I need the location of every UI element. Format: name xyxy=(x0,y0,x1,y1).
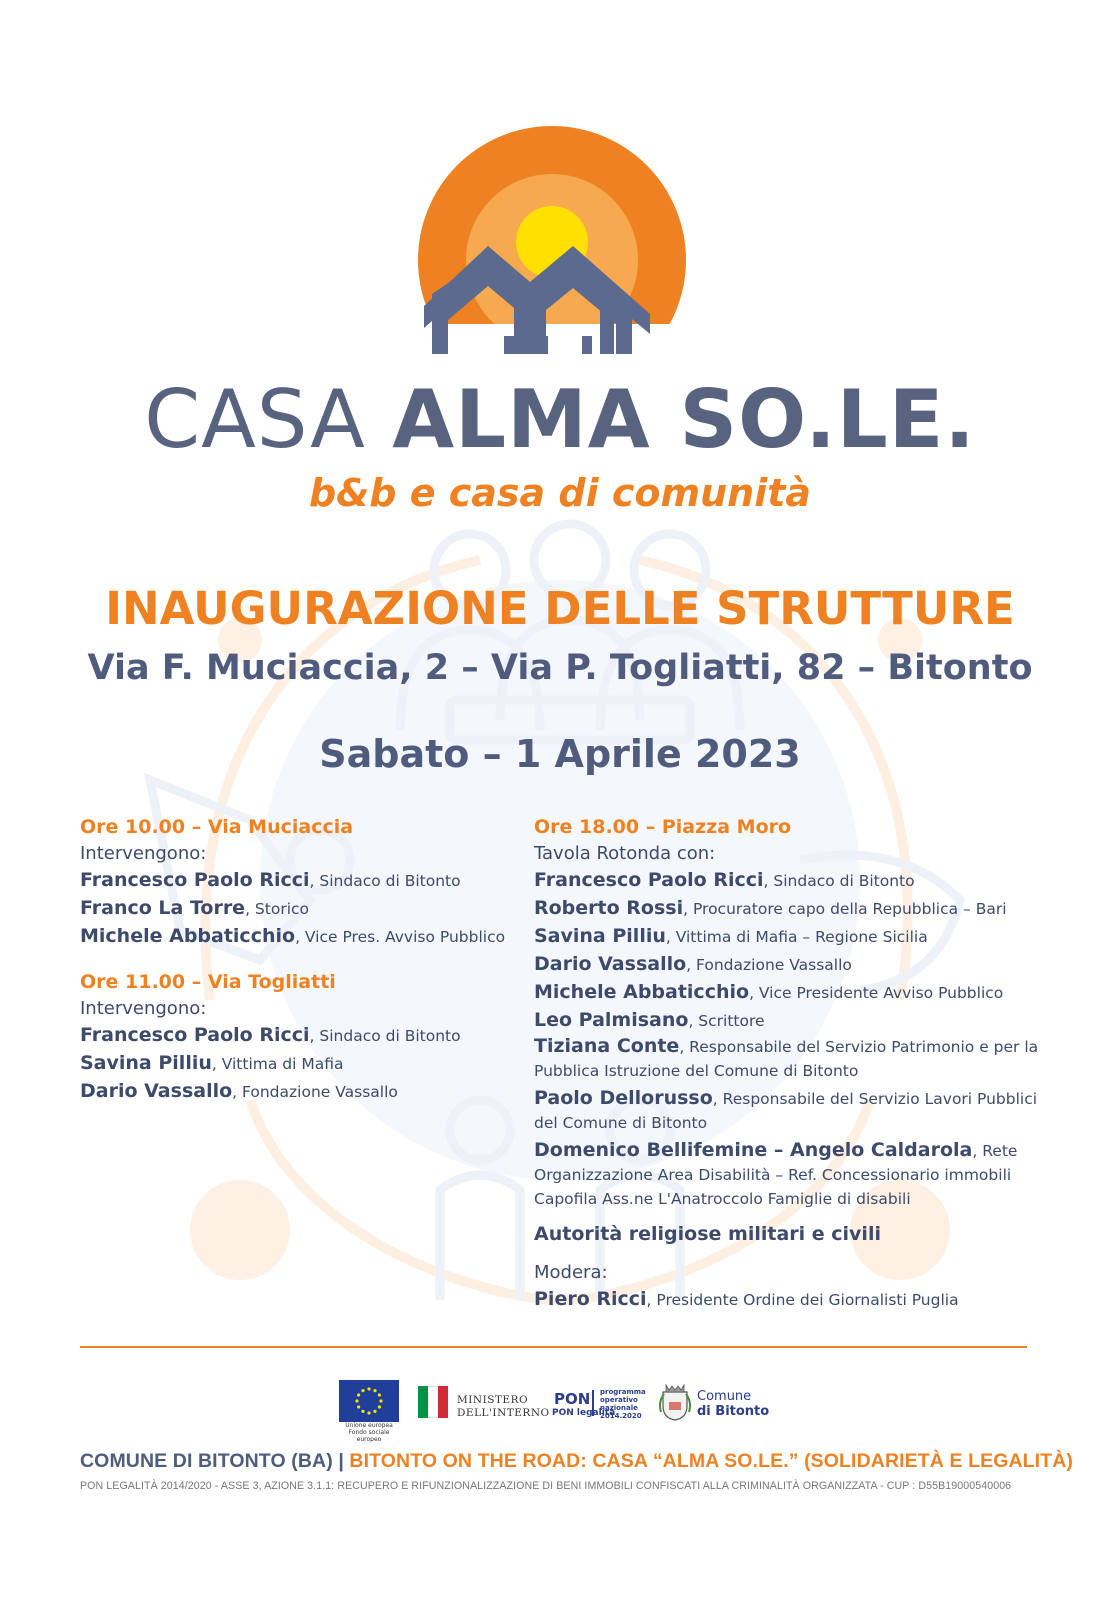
pon-mark: PON legalità xyxy=(552,1408,616,1418)
speaker-line xyxy=(534,1007,1044,1035)
speaker-name: Leo Palmisano xyxy=(534,1009,689,1031)
footer-divider xyxy=(80,1346,1027,1348)
speaker-line xyxy=(534,1087,1044,1135)
speaker-name: Roberto Rossi xyxy=(534,897,684,919)
speaker-line xyxy=(80,867,520,895)
speaker-line xyxy=(80,923,520,951)
comune-line1: Comune xyxy=(697,1389,752,1404)
speaker-line xyxy=(80,1022,520,1050)
speaker-name: Dario Vassallo xyxy=(80,1080,233,1102)
moderator-label: Modera: xyxy=(534,1262,608,1283)
speaker-role: , Storico xyxy=(245,900,310,918)
speaker-name: Savina Pilliu xyxy=(80,1052,212,1074)
session-block xyxy=(80,969,520,1106)
moderator-role: , Presidente Ordine dei Giornalisti Puglia xyxy=(646,1291,959,1309)
speaker-line xyxy=(534,1035,1044,1083)
speaker-line xyxy=(534,867,1044,895)
speaker-name: Tiziana Conte xyxy=(534,1035,680,1057)
session-block xyxy=(80,814,520,951)
speaker-role: , Vice Pres. Avviso Pubblico xyxy=(295,928,506,946)
speaker-line xyxy=(534,979,1044,1007)
speaker-name: Franco La Torre xyxy=(80,897,246,919)
speaker-name: Francesco Paolo Ricci xyxy=(80,869,310,891)
italy-flag-icon xyxy=(418,1386,448,1418)
session-intro: Tavola Rotonda con: xyxy=(534,843,716,864)
footer-project-line: PON LEGALITÀ 2014/2020 - ASSE 3, AZIONE 3.1.1: RECUPERO E RIFUNZIONALIZZAZIONE DI BENI IMMOBILI CONFISCATI ALLA CRIMINALITÀ ORGANIZZATA - CUP : D55B19000540006 xyxy=(80,1480,1012,1492)
speaker-role: , Vice Presidente Avviso Pubblico xyxy=(749,984,1004,1002)
session-title: Ore 18.00 – Piazza Moro xyxy=(534,816,792,838)
svg-text:PON: PON xyxy=(554,1390,591,1408)
speaker-line xyxy=(534,895,1044,923)
comune-line2: di Bitonto xyxy=(697,1404,770,1419)
program-right-column xyxy=(534,814,1044,1314)
eu-caption: Unione europea Fondo sociale europeo xyxy=(345,1422,393,1443)
session-intro: Intervengono: xyxy=(80,843,207,864)
speaker-name: Paolo Dellorusso xyxy=(534,1087,713,1109)
session-intro: Intervengono: xyxy=(80,998,207,1019)
speaker-name: Domenico Bellifemine – Angelo Caldarola xyxy=(534,1139,973,1161)
speaker-line xyxy=(534,923,1044,951)
speaker-name: Savina Pilliu xyxy=(534,925,666,947)
speaker-name: Francesco Paolo Ricci xyxy=(80,1024,310,1046)
speaker-role: , Rete Organizzazione Area Disabilità – Ref. Concessionario immobili Capofila Ass.ne L'Anatroccolo Famiglie di disabili xyxy=(534,1142,1018,1208)
speaker-line xyxy=(80,1078,520,1106)
brand-tagline: b&b e casa di comunità xyxy=(308,471,812,515)
event-address: Via F. Muciaccia, 2 – Via P. Togliatti, 82 – Bitonto xyxy=(87,648,1033,688)
session-title: Ore 11.00 – Via Togliatti xyxy=(80,971,336,993)
ministry-name: MINISTERO DELL'INTERNO xyxy=(457,1394,550,1419)
footer-title-left: COMUNE DI BITONTO (BA) | xyxy=(80,1450,350,1472)
moderator-line xyxy=(534,1286,1044,1314)
speaker-name: Francesco Paolo Ricci xyxy=(534,869,764,891)
speaker-role: , Sindaco di Bitonto xyxy=(763,872,915,890)
comune-logo-text xyxy=(697,1389,769,1419)
speaker-line xyxy=(80,1050,520,1078)
brand-name xyxy=(0,375,1120,465)
eu-flag-icon xyxy=(339,1380,399,1422)
speaker-role: , Fondazione Vassallo xyxy=(232,1083,398,1101)
session-title: Ore 10.00 – Via Muciaccia xyxy=(80,816,354,838)
speaker-role: , Vittima di Mafia – Regione Sicilia xyxy=(665,928,928,946)
speaker-role: , Responsabile del Servizio Patrimonio e per la Pubblica Istruzione del Comune di Bitonto xyxy=(534,1038,1039,1080)
brand-name-light: CASA xyxy=(144,373,393,466)
speaker-role: , Vittima di Mafia xyxy=(211,1055,344,1073)
program-left-column xyxy=(80,814,520,1106)
speaker-role: , Scrittore xyxy=(688,1012,765,1030)
speaker-role: , Sindaco di Bitonto xyxy=(309,872,461,890)
event-headline: INAUGURAZIONE DELLE STRUTTURE xyxy=(105,582,1015,635)
speaker-name: Michele Abbaticchio xyxy=(80,925,296,947)
ministry-logo-text xyxy=(457,1394,550,1420)
brand-name-bold: ALMA SO.LE. xyxy=(392,373,976,466)
event-date: Sabato – 1 Aprile 2023 xyxy=(319,732,801,776)
speaker-line xyxy=(80,895,520,923)
speaker-line xyxy=(534,1139,1044,1211)
speaker-name: Dario Vassallo xyxy=(534,953,687,975)
speaker-name: Michele Abbaticchio xyxy=(534,981,750,1003)
footer-title xyxy=(80,1448,1073,1474)
speaker-role: , Sindaco di Bitonto xyxy=(309,1027,461,1045)
speaker-role: , Fondazione Vassallo xyxy=(686,956,852,974)
speaker-role: , Responsabile del Servizio Lavori Pubblici del Comune di Bitonto xyxy=(534,1090,1038,1132)
speaker-role: , Procuratore capo della Repubblica – Bari xyxy=(683,900,1007,918)
sun-house-logo-icon xyxy=(418,124,702,372)
pon-programme-text: programma operativo nazionale 2014.2020 xyxy=(600,1388,646,1420)
footer-title-right: BITONTO ON THE ROAD: CASA “ALMA SO.LE.” (SOLIDARIETÀ E LEGALITÀ) xyxy=(349,1450,1073,1472)
comune-crest-icon xyxy=(658,1382,692,1422)
moderator-name: Piero Ricci xyxy=(534,1288,647,1310)
authorities-line: Autorità religiose militari e civili xyxy=(534,1223,881,1245)
speaker-line xyxy=(534,951,1044,979)
